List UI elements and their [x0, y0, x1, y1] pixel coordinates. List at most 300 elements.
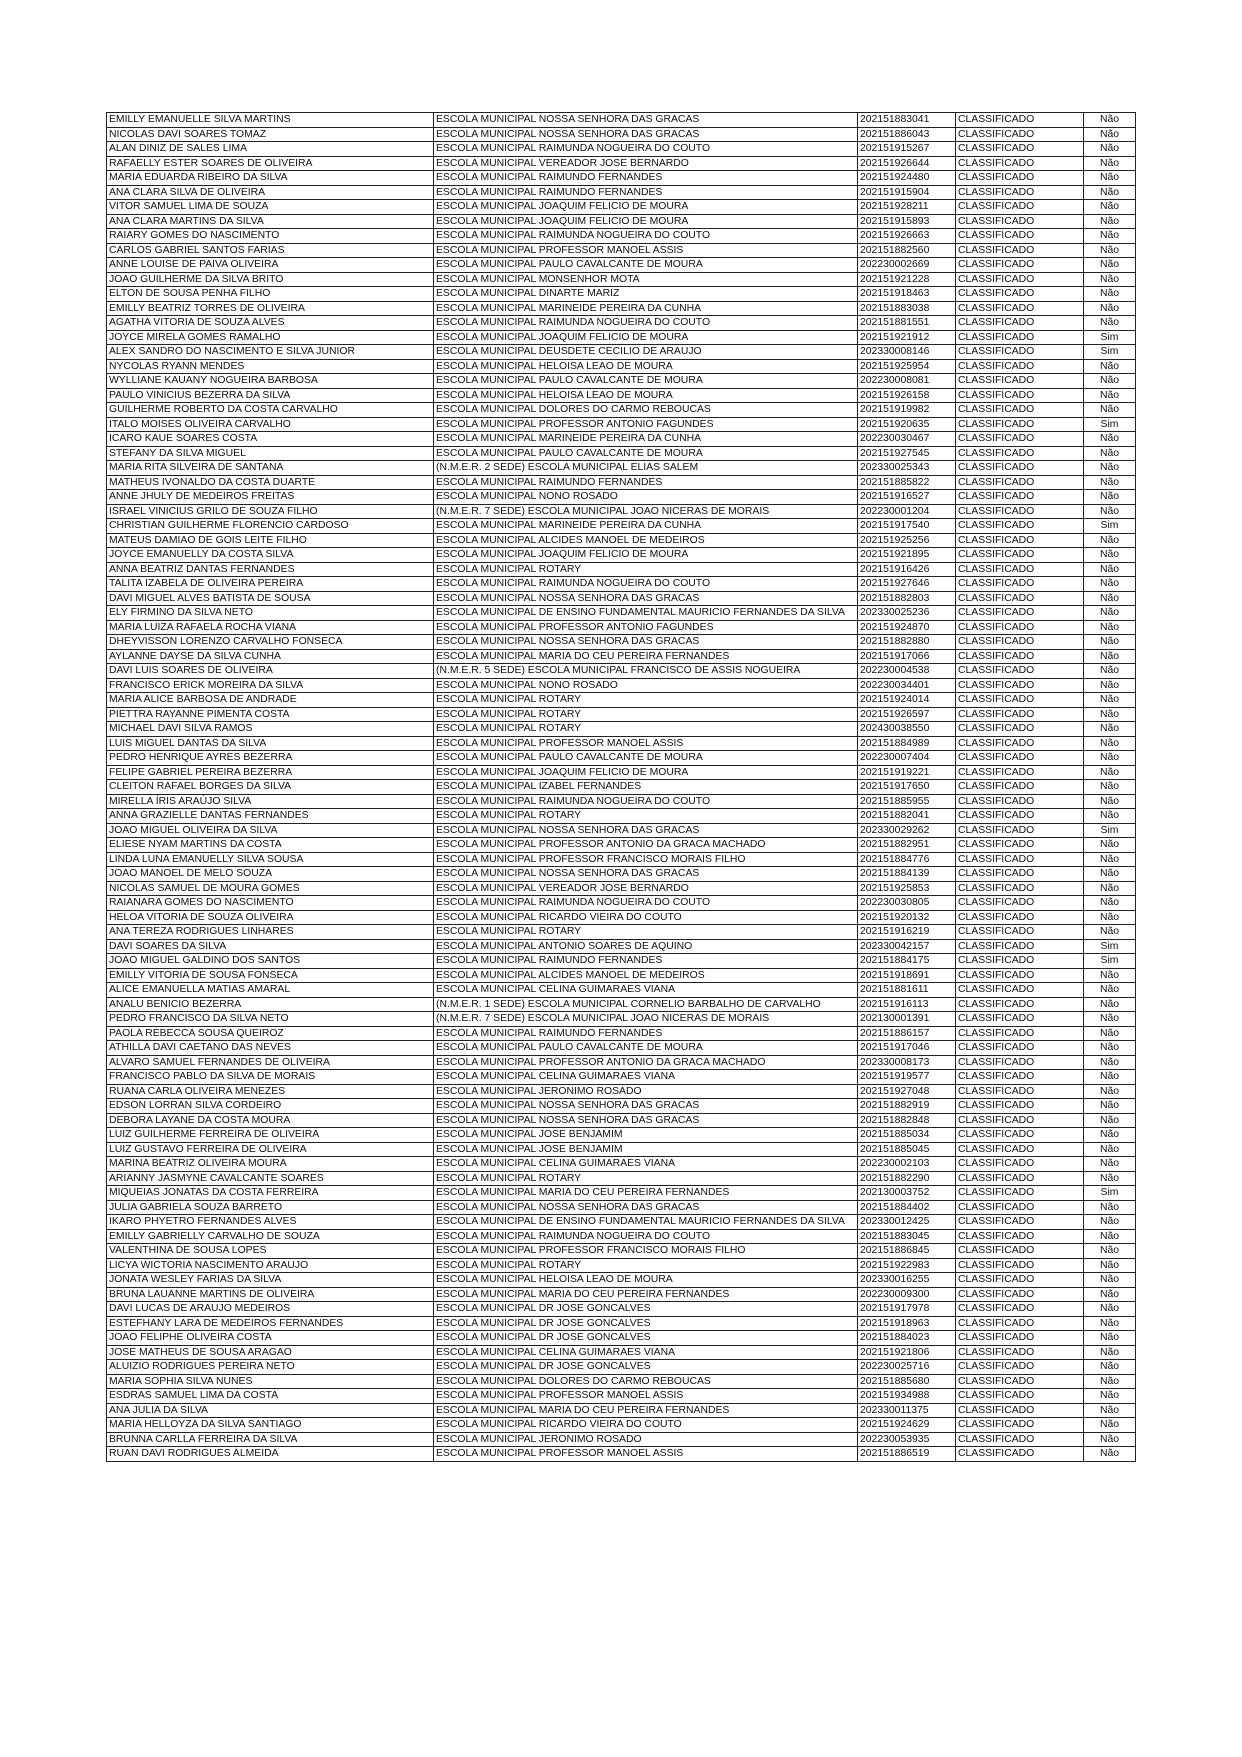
school-cell: ESCOLA MUNICIPAL RAIMUNDO FERNANDES: [434, 1026, 858, 1041]
student-name-cell: ANNA GRAZIELLE DANTAS FERNANDES: [107, 809, 434, 824]
flag-cell: Não: [1084, 446, 1136, 461]
classification-table: [106, 112, 1136, 1462]
flag-cell: Não: [1084, 1142, 1136, 1157]
registration-id-cell: 202330012425: [858, 1215, 956, 1230]
status-cell: CLASSIFICADO: [956, 1157, 1084, 1172]
status-cell: CLASSIFICADO: [956, 968, 1084, 983]
table-row: [107, 1186, 1136, 1201]
student-name-cell: VITOR SAMUEL LIMA DE SOUZA: [107, 200, 434, 215]
table-row: [107, 156, 1136, 171]
school-cell: (N.M.E.R. 7 SEDE) ESCOLA MUNICIPAL JOAO NICERAS DE MORAIS: [434, 504, 858, 519]
table-row: [107, 432, 1136, 447]
registration-id-cell: 202151884402: [858, 1200, 956, 1215]
student-name-cell: RAIARY GOMES DO NASCIMENTO: [107, 229, 434, 244]
flag-cell: Sim: [1084, 519, 1136, 534]
school-cell: ESCOLA MUNICIPAL ALCIDES MANOEL DE MEDEIROS: [434, 968, 858, 983]
table-row: [107, 736, 1136, 751]
status-cell: CLASSIFICADO: [956, 649, 1084, 664]
table-row: [107, 127, 1136, 142]
flag-cell: Não: [1084, 838, 1136, 853]
student-name-cell: ALUIZIO RODRIGUES PEREIRA NETO: [107, 1360, 434, 1375]
table-row: [107, 490, 1136, 505]
registration-id-cell: 202230034401: [858, 678, 956, 693]
registration-id-cell: 202151884776: [858, 852, 956, 867]
status-cell: CLASSIFICADO: [956, 620, 1084, 635]
school-cell: ESCOLA MUNICIPAL ROTARY: [434, 722, 858, 737]
flag-cell: Não: [1084, 707, 1136, 722]
table-row: [107, 229, 1136, 244]
table-row: [107, 316, 1136, 331]
status-cell: CLASSIFICADO: [956, 591, 1084, 606]
school-cell: ESCOLA MUNICIPAL DOLORES DO CARMO REBOUCAS: [434, 403, 858, 418]
flag-cell: Não: [1084, 359, 1136, 374]
table-row: [107, 910, 1136, 925]
table-row: [107, 997, 1136, 1012]
student-name-cell: NICOLAS DAVI SOARES TOMAZ: [107, 127, 434, 142]
school-cell: ESCOLA MUNICIPAL JOAQUIM FELICIO DE MOURA: [434, 200, 858, 215]
student-name-cell: JOAO MIGUEL OLIVEIRA DA SILVA: [107, 823, 434, 838]
registration-id-cell: 202230008081: [858, 374, 956, 389]
student-name-cell: MIRELLA ÍRIS ARAÚJO SILVA: [107, 794, 434, 809]
status-cell: CLASSIFICADO: [956, 809, 1084, 824]
table-row: [107, 678, 1136, 693]
registration-id-cell: 202230009300: [858, 1287, 956, 1302]
status-cell: CLASSIFICADO: [956, 490, 1084, 505]
table-row: [107, 1287, 1136, 1302]
school-cell: (N.M.E.R. 1 SEDE) ESCOLA MUNICIPAL CORNELIO BARBALHO DE CARVALHO: [434, 997, 858, 1012]
registration-id-cell: 202230002669: [858, 258, 956, 273]
flag-cell: Não: [1084, 548, 1136, 563]
school-cell: (N.M.E.R. 7 SEDE) ESCOLA MUNICIPAL JOAO NICERAS DE MORAIS: [434, 1012, 858, 1027]
status-cell: CLASSIFICADO: [956, 1142, 1084, 1157]
status-cell: CLASSIFICADO: [956, 1345, 1084, 1360]
school-cell: ESCOLA MUNICIPAL RAIMUNDO FERNANDES: [434, 954, 858, 969]
status-cell: CLASSIFICADO: [956, 1403, 1084, 1418]
school-cell: ESCOLA MUNICIPAL VEREADOR JOSE BERNARDO: [434, 156, 858, 171]
table-row: [107, 171, 1136, 186]
flag-cell: Não: [1084, 504, 1136, 519]
student-name-cell: LUIS MIGUEL DANTAS DA SILVA: [107, 736, 434, 751]
student-name-cell: ANALU BENICIO BEZERRA: [107, 997, 434, 1012]
status-cell: CLASSIFICADO: [956, 1012, 1084, 1027]
status-cell: CLASSIFICADO: [956, 1186, 1084, 1201]
registration-id-cell: 202151917540: [858, 519, 956, 534]
status-cell: CLASSIFICADO: [956, 1055, 1084, 1070]
student-name-cell: DAVI LUCAS DE ARAUJO MEDEIROS: [107, 1302, 434, 1317]
status-cell: CLASSIFICADO: [956, 910, 1084, 925]
table-row: [107, 1157, 1136, 1172]
status-cell: CLASSIFICADO: [956, 1374, 1084, 1389]
school-cell: ESCOLA MUNICIPAL PROFESSOR FRANCISCO MORAIS FILHO: [434, 1244, 858, 1259]
registration-id-cell: 202151924629: [858, 1418, 956, 1433]
table-row: [107, 388, 1136, 403]
school-cell: ESCOLA MUNICIPAL NOSSA SENHORA DAS GRACAS: [434, 591, 858, 606]
student-name-cell: ICARO KAUE SOARES COSTA: [107, 432, 434, 447]
school-cell: ESCOLA MUNICIPAL PAULO CAVALCANTE DE MOURA: [434, 1041, 858, 1056]
flag-cell: Não: [1084, 533, 1136, 548]
table-row: [107, 751, 1136, 766]
student-name-cell: PIETTRA RAYANNE PIMENTA COSTA: [107, 707, 434, 722]
school-cell: (N.M.E.R. 2 SEDE) ESCOLA MUNICIPAL ELIAS SALEM: [434, 461, 858, 476]
status-cell: CLASSIFICADO: [956, 374, 1084, 389]
school-cell: ESCOLA MUNICIPAL PROFESSOR FRANCISCO MORAIS FILHO: [434, 852, 858, 867]
registration-id-cell: 202151925954: [858, 359, 956, 374]
table-row: [107, 1331, 1136, 1346]
flag-cell: Não: [1084, 1418, 1136, 1433]
student-name-cell: MICHAEL DAVI SILVA RAMOS: [107, 722, 434, 737]
table-body: [107, 113, 1136, 1462]
status-cell: CLASSIFICADO: [956, 562, 1084, 577]
status-cell: CLASSIFICADO: [956, 214, 1084, 229]
school-cell: ESCOLA MUNICIPAL NONO ROSADO: [434, 490, 858, 505]
school-cell: ESCOLA MUNICIPAL MARIA DO CEU PEREIRA FERNANDES: [434, 649, 858, 664]
table-row: [107, 1418, 1136, 1433]
flag-cell: Não: [1084, 1389, 1136, 1404]
registration-id-cell: 202151921912: [858, 330, 956, 345]
registration-id-cell: 202151883041: [858, 113, 956, 128]
flag-cell: Não: [1084, 127, 1136, 142]
registration-id-cell: 202151927646: [858, 577, 956, 592]
school-cell: ESCOLA MUNICIPAL ROTARY: [434, 1258, 858, 1273]
table-row: [107, 881, 1136, 896]
flag-cell: Não: [1084, 214, 1136, 229]
flag-cell: Não: [1084, 577, 1136, 592]
flag-cell: Não: [1084, 1055, 1136, 1070]
flag-cell: Não: [1084, 316, 1136, 331]
student-name-cell: ARIANNY JASMYNE CAVALCANTE SOARES: [107, 1171, 434, 1186]
flag-cell: Não: [1084, 1447, 1136, 1462]
school-cell: ESCOLA MUNICIPAL RAIMUNDA NOGUEIRA DO COUTO: [434, 229, 858, 244]
student-name-cell: MARIA ALICE BARBOSA DE ANDRADE: [107, 693, 434, 708]
flag-cell: Não: [1084, 1128, 1136, 1143]
school-cell: ESCOLA MUNICIPAL RAIMUNDA NOGUEIRA DO COUTO: [434, 1229, 858, 1244]
registration-id-cell: 202130001391: [858, 1012, 956, 1027]
table-row: [107, 214, 1136, 229]
status-cell: CLASSIFICADO: [956, 1302, 1084, 1317]
table-row: [107, 1316, 1136, 1331]
flag-cell: Não: [1084, 780, 1136, 795]
status-cell: CLASSIFICADO: [956, 243, 1084, 258]
status-cell: CLASSIFICADO: [956, 925, 1084, 940]
student-name-cell: PAULO VINICIUS BEZERRA DA SILVA: [107, 388, 434, 403]
status-cell: CLASSIFICADO: [956, 330, 1084, 345]
registration-id-cell: 202230030467: [858, 432, 956, 447]
student-name-cell: DAVI SOARES DA SILVA: [107, 939, 434, 954]
registration-id-cell: 202230025716: [858, 1360, 956, 1375]
flag-cell: Não: [1084, 1171, 1136, 1186]
school-cell: ESCOLA MUNICIPAL PAULO CAVALCANTE DE MOURA: [434, 258, 858, 273]
flag-cell: Não: [1084, 809, 1136, 824]
school-cell: ESCOLA MUNICIPAL RAIMUNDA NOGUEIRA DO COUTO: [434, 316, 858, 331]
school-cell: ESCOLA MUNICIPAL DR JOSE GONCALVES: [434, 1331, 858, 1346]
status-cell: CLASSIFICADO: [956, 1389, 1084, 1404]
flag-cell: Não: [1084, 1374, 1136, 1389]
student-name-cell: MARIA LUIZA RAFAELA ROCHA VIANA: [107, 620, 434, 635]
flag-cell: Sim: [1084, 330, 1136, 345]
flag-cell: Sim: [1084, 823, 1136, 838]
student-name-cell: VALENTHINA DE SOUSA LOPES: [107, 1244, 434, 1259]
student-name-cell: STEFANY DA SILVA MIGUEL: [107, 446, 434, 461]
table-row: [107, 519, 1136, 534]
school-cell: ESCOLA MUNICIPAL DR JOSE GONCALVES: [434, 1302, 858, 1317]
registration-id-cell: 202330029262: [858, 823, 956, 838]
student-name-cell: PAOLA REBECCA SOUSA QUEIROZ: [107, 1026, 434, 1041]
student-name-cell: ANNE LOUISE DE PAIVA OLIVEIRA: [107, 258, 434, 273]
student-name-cell: CARLOS GABRIEL SANTOS FARIAS: [107, 243, 434, 258]
status-cell: CLASSIFICADO: [956, 156, 1084, 171]
flag-cell: Não: [1084, 910, 1136, 925]
table-row: [107, 823, 1136, 838]
flag-cell: Não: [1084, 1432, 1136, 1447]
school-cell: ESCOLA MUNICIPAL MARINEIDE PEREIRA DA CUNHA: [434, 519, 858, 534]
school-cell: ESCOLA MUNICIPAL CELINA GUIMARAES VIANA: [434, 1157, 858, 1172]
flag-cell: Não: [1084, 1157, 1136, 1172]
table-row: [107, 620, 1136, 635]
status-cell: CLASSIFICADO: [956, 475, 1084, 490]
status-cell: CLASSIFICADO: [956, 838, 1084, 853]
school-cell: ESCOLA MUNICIPAL JOSE BENJAMIM: [434, 1128, 858, 1143]
school-cell: ESCOLA MUNICIPAL RICARDO VIEIRA DO COUTO: [434, 910, 858, 925]
registration-id-cell: 202151886043: [858, 127, 956, 142]
student-name-cell: JOYCE EMANUELLY DA COSTA SILVA: [107, 548, 434, 563]
registration-id-cell: 202330042157: [858, 939, 956, 954]
table-row: [107, 1084, 1136, 1099]
registration-id-cell: 202151884175: [858, 954, 956, 969]
status-cell: CLASSIFICADO: [956, 780, 1084, 795]
table-row: [107, 417, 1136, 432]
flag-cell: Não: [1084, 1200, 1136, 1215]
flag-cell: Não: [1084, 301, 1136, 316]
school-cell: ESCOLA MUNICIPAL PROFESSOR MANOEL ASSIS: [434, 1389, 858, 1404]
flag-cell: Não: [1084, 1084, 1136, 1099]
flag-cell: Não: [1084, 243, 1136, 258]
school-cell: ESCOLA MUNICIPAL DINARTE MARIZ: [434, 287, 858, 302]
table-row: [107, 1432, 1136, 1447]
flag-cell: Não: [1084, 1403, 1136, 1418]
registration-id-cell: 202230053935: [858, 1432, 956, 1447]
table-row: [107, 562, 1136, 577]
registration-id-cell: 202151885034: [858, 1128, 956, 1143]
table-row: [107, 1041, 1136, 1056]
status-cell: CLASSIFICADO: [956, 1215, 1084, 1230]
table-row: [107, 1099, 1136, 1114]
table-row: [107, 968, 1136, 983]
student-name-cell: AGATHA VITORIA DE SOUZA ALVES: [107, 316, 434, 331]
status-cell: CLASSIFICADO: [956, 272, 1084, 287]
school-cell: ESCOLA MUNICIPAL NOSSA SENHORA DAS GRACAS: [434, 823, 858, 838]
flag-cell: Sim: [1084, 939, 1136, 954]
registration-id-cell: 202130003752: [858, 1186, 956, 1201]
registration-id-cell: 202151919577: [858, 1070, 956, 1085]
school-cell: ESCOLA MUNICIPAL RAIMUNDA NOGUEIRA DO COUTO: [434, 896, 858, 911]
registration-id-cell: 202151882951: [858, 838, 956, 853]
registration-id-cell: 202151882560: [858, 243, 956, 258]
school-cell: ESCOLA MUNICIPAL NOSSA SENHORA DAS GRACAS: [434, 867, 858, 882]
student-name-cell: PEDRO HENRIQUE AYRES BEZERRA: [107, 751, 434, 766]
status-cell: CLASSIFICADO: [956, 388, 1084, 403]
student-name-cell: JOAO MIGUEL GALDINO DOS SANTOS: [107, 954, 434, 969]
student-name-cell: JOAO MANOEL DE MELO SOUZA: [107, 867, 434, 882]
registration-id-cell: 202330025343: [858, 461, 956, 476]
student-name-cell: MIQUEIAS JONATAS DA COSTA FERREIRA: [107, 1186, 434, 1201]
registration-id-cell: 202330016255: [858, 1273, 956, 1288]
registration-id-cell: 202151885680: [858, 1374, 956, 1389]
student-name-cell: ANA JULIA DA SILVA: [107, 1403, 434, 1418]
school-cell: ESCOLA MUNICIPAL JOAQUIM FELICIO DE MOURA: [434, 765, 858, 780]
table-row: [107, 664, 1136, 679]
flag-cell: Não: [1084, 287, 1136, 302]
status-cell: CLASSIFICADO: [956, 1099, 1084, 1114]
school-cell: ESCOLA MUNICIPAL DEUSDETE CECILIO DE ARAUJO: [434, 345, 858, 360]
flag-cell: Não: [1084, 867, 1136, 882]
student-name-cell: AYLANNE DAYSE DA SILVA CUNHA: [107, 649, 434, 664]
registration-id-cell: 202151882041: [858, 809, 956, 824]
registration-id-cell: 202230004538: [858, 664, 956, 679]
student-name-cell: EMILLY VITORIA DE SOUSA FONSECA: [107, 968, 434, 983]
table-row: [107, 330, 1136, 345]
table-row: [107, 809, 1136, 824]
table-row: [107, 1215, 1136, 1230]
flag-cell: Não: [1084, 620, 1136, 635]
flag-cell: Sim: [1084, 417, 1136, 432]
registration-id-cell: 202151916219: [858, 925, 956, 940]
school-cell: ESCOLA MUNICIPAL VEREADOR JOSE BERNARDO: [434, 881, 858, 896]
status-cell: CLASSIFICADO: [956, 519, 1084, 534]
registration-id-cell: 202151882880: [858, 635, 956, 650]
student-name-cell: MARINA BEATRIZ OLIVEIRA MOURA: [107, 1157, 434, 1172]
status-cell: CLASSIFICADO: [956, 765, 1084, 780]
school-cell: ESCOLA MUNICIPAL MARIA DO CEU PEREIRA FERNANDES: [434, 1287, 858, 1302]
school-cell: ESCOLA MUNICIPAL PROFESSOR ANTONIO FAGUNDES: [434, 417, 858, 432]
registration-id-cell: 202151884989: [858, 736, 956, 751]
student-name-cell: JONATA WESLEY FARIAS DA SILVA: [107, 1273, 434, 1288]
registration-id-cell: 202430038550: [858, 722, 956, 737]
table-row: [107, 606, 1136, 621]
registration-id-cell: 202230001204: [858, 504, 956, 519]
flag-cell: Não: [1084, 1287, 1136, 1302]
status-cell: CLASSIFICADO: [956, 229, 1084, 244]
flag-cell: Não: [1084, 1113, 1136, 1128]
table-row: [107, 345, 1136, 360]
registration-id-cell: 202151924014: [858, 693, 956, 708]
student-name-cell: JOAO FELIPHE OLIVEIRA COSTA: [107, 1331, 434, 1346]
table-row: [107, 896, 1136, 911]
flag-cell: Não: [1084, 765, 1136, 780]
flag-cell: Não: [1084, 374, 1136, 389]
registration-id-cell: 202151918691: [858, 968, 956, 983]
table-row: [107, 461, 1136, 476]
school-cell: ESCOLA MUNICIPAL DOLORES DO CARMO REBOUCAS: [434, 1374, 858, 1389]
student-name-cell: ELTON DE SOUSA PENHA FILHO: [107, 287, 434, 302]
student-name-cell: NICOLAS SAMUEL DE MOURA GOMES: [107, 881, 434, 896]
flag-cell: Não: [1084, 1331, 1136, 1346]
school-cell: ESCOLA MUNICIPAL CELINA GUIMARAES VIANA: [434, 1070, 858, 1085]
status-cell: CLASSIFICADO: [956, 678, 1084, 693]
school-cell: ESCOLA MUNICIPAL NOSSA SENHORA DAS GRACAS: [434, 1113, 858, 1128]
student-name-cell: ISRAEL VINICIUS GRILO DE SOUZA FILHO: [107, 504, 434, 519]
registration-id-cell: 202151886845: [858, 1244, 956, 1259]
table-row: [107, 1447, 1136, 1462]
table-row: [107, 867, 1136, 882]
registration-id-cell: 202230007404: [858, 751, 956, 766]
flag-cell: Não: [1084, 272, 1136, 287]
flag-cell: Não: [1084, 664, 1136, 679]
student-name-cell: LUIZ GUSTAVO FERREIRA DE OLIVEIRA: [107, 1142, 434, 1157]
school-cell: ESCOLA MUNICIPAL MONSENHOR MOTA: [434, 272, 858, 287]
student-name-cell: MARIA EDUARDA RIBEIRO DA SILVA: [107, 171, 434, 186]
flag-cell: Sim: [1084, 345, 1136, 360]
table-row: [107, 446, 1136, 461]
status-cell: CLASSIFICADO: [956, 1258, 1084, 1273]
flag-cell: Não: [1084, 678, 1136, 693]
status-cell: CLASSIFICADO: [956, 446, 1084, 461]
student-name-cell: EDSON LORRAN SILVA CORDEIRO: [107, 1099, 434, 1114]
registration-id-cell: 202151915893: [858, 214, 956, 229]
status-cell: CLASSIFICADO: [956, 1171, 1084, 1186]
student-name-cell: ELY FIRMINO DA SILVA NETO: [107, 606, 434, 621]
status-cell: CLASSIFICADO: [956, 1026, 1084, 1041]
status-cell: CLASSIFICADO: [956, 954, 1084, 969]
registration-id-cell: 202151917978: [858, 1302, 956, 1317]
registration-id-cell: 202151919221: [858, 765, 956, 780]
registration-id-cell: 202151882848: [858, 1113, 956, 1128]
flag-cell: Não: [1084, 649, 1136, 664]
status-cell: CLASSIFICADO: [956, 345, 1084, 360]
table-row: [107, 722, 1136, 737]
school-cell: ESCOLA MUNICIPAL NOSSA SENHORA DAS GRACAS: [434, 113, 858, 128]
school-cell: ESCOLA MUNICIPAL CELINA GUIMARAES VIANA: [434, 1345, 858, 1360]
student-name-cell: WYLLIANE KAUANY NOGUEIRA BARBOSA: [107, 374, 434, 389]
school-cell: ESCOLA MUNICIPAL PAULO CAVALCANTE DE MOURA: [434, 446, 858, 461]
flag-cell: Não: [1084, 113, 1136, 128]
status-cell: CLASSIFICADO: [956, 185, 1084, 200]
table-row: [107, 301, 1136, 316]
table-row: [107, 1389, 1136, 1404]
table-row: [107, 1026, 1136, 1041]
registration-id-cell: 202151926663: [858, 229, 956, 244]
table-row: [107, 374, 1136, 389]
school-cell: ESCOLA MUNICIPAL ROTARY: [434, 809, 858, 824]
registration-id-cell: 202151883038: [858, 301, 956, 316]
flag-cell: Não: [1084, 258, 1136, 273]
status-cell: CLASSIFICADO: [956, 301, 1084, 316]
status-cell: CLASSIFICADO: [956, 1447, 1084, 1462]
school-cell: ESCOLA MUNICIPAL JOSE BENJAMIM: [434, 1142, 858, 1157]
registration-id-cell: 202330025236: [858, 606, 956, 621]
student-name-cell: MATEUS DAMIAO DE GOIS LEITE FILHO: [107, 533, 434, 548]
flag-cell: Não: [1084, 432, 1136, 447]
student-name-cell: MATHEUS IVONALDO DA COSTA DUARTE: [107, 475, 434, 490]
student-name-cell: IKARO PHYETRO FERNANDES ALVES: [107, 1215, 434, 1230]
status-cell: CLASSIFICADO: [956, 722, 1084, 737]
table-row: [107, 649, 1136, 664]
school-cell: ESCOLA MUNICIPAL RAIMUNDA NOGUEIRA DO COUTO: [434, 142, 858, 157]
status-cell: CLASSIFICADO: [956, 533, 1084, 548]
flag-cell: Não: [1084, 751, 1136, 766]
table-row: [107, 142, 1136, 157]
school-cell: ESCOLA MUNICIPAL JOAQUIM FELICIO DE MOURA: [434, 330, 858, 345]
status-cell: CLASSIFICADO: [956, 867, 1084, 882]
registration-id-cell: 202151921806: [858, 1345, 956, 1360]
school-cell: ESCOLA MUNICIPAL NOSSA SENHORA DAS GRACAS: [434, 1200, 858, 1215]
registration-id-cell: 202151934988: [858, 1389, 956, 1404]
registration-id-cell: 202151922983: [858, 1258, 956, 1273]
table-row: [107, 1171, 1136, 1186]
table-row: [107, 707, 1136, 722]
flag-cell: Não: [1084, 852, 1136, 867]
status-cell: CLASSIFICADO: [956, 461, 1084, 476]
school-cell: ESCOLA MUNICIPAL PAULO CAVALCANTE DE MOURA: [434, 374, 858, 389]
